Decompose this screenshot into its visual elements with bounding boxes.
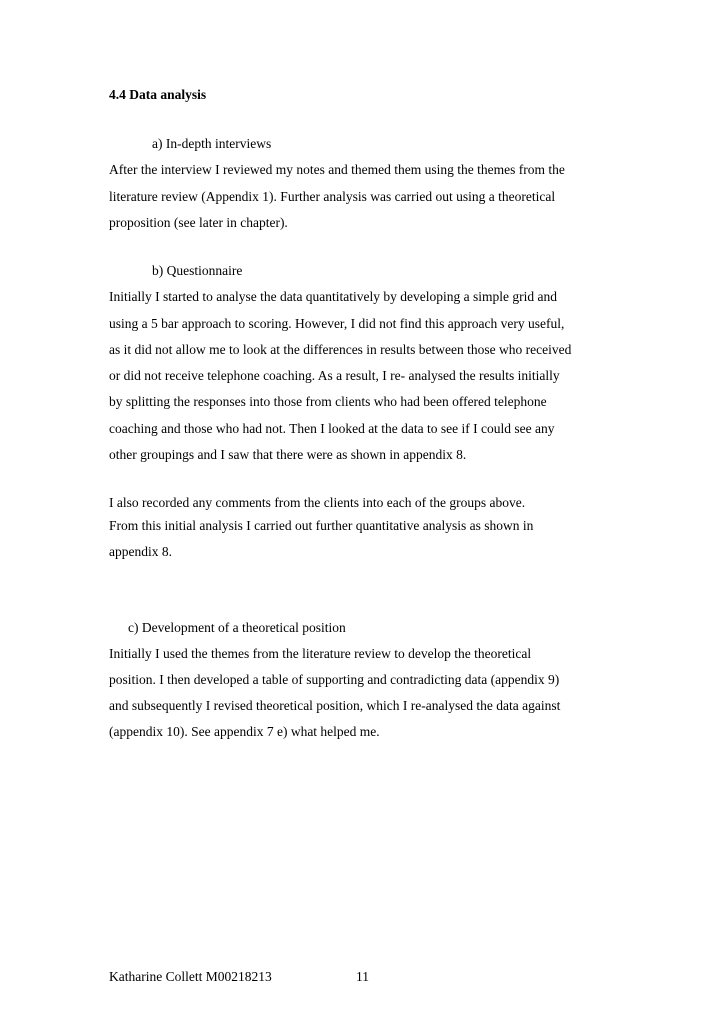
- subsection-title-c: c) Development of a theoretical position: [128, 620, 346, 635]
- paragraph-line: position. I then developed a table of supporting and contradicting data (appendix 9): [109, 672, 560, 687]
- paragraph-line: using a 5 bar approach to scoring. However, I did not find this approach very useful,: [109, 316, 565, 331]
- paragraph-line: literature review (Appendix 1). Further analysis was carried out using a theoretical: [109, 189, 556, 204]
- subsection-title-a: a) In-depth interviews: [152, 136, 272, 151]
- paragraph-line: as it did not allow me to look at the differences in results between those who received: [109, 342, 572, 357]
- paragraph-line: by splitting the responses into those from clients who had been offered telephone: [109, 394, 547, 409]
- section-heading: 4.4 Data analysis: [109, 87, 207, 102]
- paragraph-line: Initially I used the themes from the literature review to develop the theoretical: [109, 646, 532, 661]
- paragraph-line: or did not receive telephone coaching. As a result, I re- analysed the results initially: [109, 368, 560, 383]
- paragraph-line: appendix 8.: [109, 544, 172, 559]
- subsection-title-b: b) Questionnaire: [152, 263, 243, 278]
- paragraph-line: (appendix 10). See appendix 7 e) what helped me.: [109, 724, 380, 739]
- footer-author: Katharine Collett M00218213: [109, 969, 272, 984]
- paragraph-line: coaching and those who had not. Then I looked at the data to see if I could see any: [109, 421, 555, 436]
- paragraph-line: Initially I started to analyse the data quantitatively by developing a simple grid and: [109, 289, 557, 304]
- page-number: 11: [356, 969, 369, 984]
- paragraph-line: I also recorded any comments from the clients into each of the groups above.: [109, 495, 526, 510]
- paragraph-line: other groupings and I saw that there were as shown in appendix 8.: [109, 447, 467, 462]
- paragraph-line: After the interview I reviewed my notes and themed them using the themes from the: [109, 162, 565, 177]
- paragraph-line: and subsequently I revised theoretical position, which I re-analysed the data against: [109, 698, 561, 713]
- paragraph-line: proposition (see later in chapter).: [109, 215, 288, 230]
- paragraph-line: From this initial analysis I carried out further quantitative analysis as shown in: [109, 518, 534, 533]
